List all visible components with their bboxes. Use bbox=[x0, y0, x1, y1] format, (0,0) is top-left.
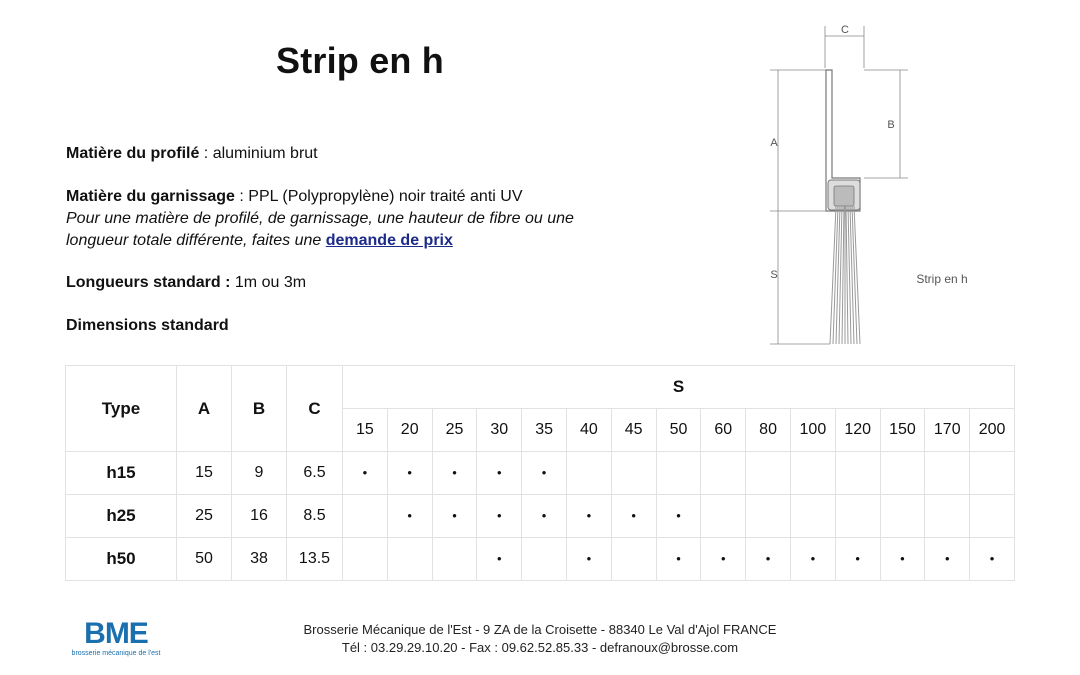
availability-cell bbox=[477, 495, 522, 538]
availability-cell bbox=[835, 452, 880, 495]
s-header-cell: 25 bbox=[432, 409, 477, 452]
header-type: Type bbox=[66, 366, 177, 452]
availability-dot: • bbox=[855, 551, 860, 566]
a-cell: 50 bbox=[177, 538, 232, 581]
availability-dot: • bbox=[631, 508, 636, 523]
availability-dot: • bbox=[452, 465, 457, 480]
availability-cell bbox=[611, 538, 656, 581]
dim-c-label: C bbox=[841, 24, 849, 36]
availability-dot: • bbox=[541, 508, 547, 523]
bme-logo bbox=[66, 615, 166, 659]
header-b: B bbox=[232, 366, 287, 452]
table-row bbox=[66, 538, 1015, 581]
availability-dot: • bbox=[720, 551, 726, 566]
s-header-cell: 45 bbox=[611, 409, 656, 452]
availability-cell bbox=[522, 495, 567, 538]
availability-cell bbox=[880, 538, 925, 581]
availability-cell bbox=[656, 495, 701, 538]
diagram-caption: Strip en h bbox=[916, 272, 968, 286]
availability-cell bbox=[880, 452, 925, 495]
s-header-cell: 60 bbox=[701, 409, 746, 452]
bristle-fill bbox=[830, 206, 860, 344]
table-row bbox=[66, 495, 1015, 538]
availability-cell bbox=[790, 452, 835, 495]
availability-cell bbox=[432, 452, 477, 495]
type-cell: h50 bbox=[66, 538, 177, 581]
availability-cell bbox=[746, 538, 791, 581]
availability-cell bbox=[566, 452, 611, 495]
availability-dot: • bbox=[497, 465, 502, 480]
standard-lengths bbox=[66, 272, 306, 294]
availability-cell bbox=[566, 538, 611, 581]
availability-dot: • bbox=[676, 551, 681, 566]
availability-cell bbox=[746, 452, 791, 495]
s-header-cell: 100 bbox=[790, 409, 835, 452]
a-cell: 15 bbox=[177, 452, 232, 495]
availability-cell bbox=[746, 495, 791, 538]
dim-a-label: A bbox=[770, 137, 778, 149]
standard-dimensions bbox=[66, 315, 229, 337]
availability-dot: • bbox=[497, 551, 502, 566]
availability-cell bbox=[925, 538, 970, 581]
availability-dot: • bbox=[452, 508, 457, 523]
header-s: S bbox=[343, 366, 1015, 409]
availability-cell bbox=[566, 495, 611, 538]
s-header-cell: 15 bbox=[343, 409, 388, 452]
availability-dot: • bbox=[586, 508, 592, 523]
availability-cell bbox=[656, 452, 701, 495]
dim-s-label: S bbox=[770, 269, 778, 281]
b-cell: 9 bbox=[232, 452, 287, 495]
availability-cell bbox=[432, 495, 477, 538]
availability-dot: • bbox=[541, 465, 547, 480]
availability-cell bbox=[701, 452, 746, 495]
availability-cell bbox=[970, 452, 1015, 495]
logo-text: BME bbox=[84, 617, 148, 650]
fill-material bbox=[66, 186, 574, 252]
footer-phone-email: Tél : 03.29.29.10.20 - Fax : 09.62.52.85.33 - defranoux@brosse.com bbox=[341, 640, 739, 655]
availability-cell bbox=[925, 495, 970, 538]
availability-cell bbox=[343, 538, 388, 581]
c-cell: 6.5 bbox=[287, 452, 343, 495]
availability-cell bbox=[387, 495, 432, 538]
availability-cell bbox=[835, 538, 880, 581]
c-cell: 13.5 bbox=[287, 538, 343, 581]
availability-dot: • bbox=[407, 465, 412, 480]
availability-cell bbox=[387, 538, 432, 581]
b-cell: 38 bbox=[232, 538, 287, 581]
dim-b-label: B bbox=[887, 119, 895, 131]
availability-cell bbox=[343, 495, 388, 538]
s-header-cell: 30 bbox=[477, 409, 522, 452]
availability-cell bbox=[880, 495, 925, 538]
availability-cell bbox=[522, 538, 567, 581]
availability-cell bbox=[611, 495, 656, 538]
profile-material bbox=[66, 143, 318, 165]
custom-note-line2: longueur totale différente, faites une bbox=[66, 232, 326, 249]
standard-lengths-value: 1m ou 3m bbox=[230, 274, 307, 291]
availability-cell bbox=[701, 495, 746, 538]
fill-material-label: Matière du garnissage bbox=[66, 188, 235, 205]
availability-cell bbox=[477, 452, 522, 495]
s-header-cell: 80 bbox=[746, 409, 791, 452]
availability-cell bbox=[343, 452, 388, 495]
availability-dot: • bbox=[407, 508, 412, 523]
c-cell: 8.5 bbox=[287, 495, 343, 538]
type-cell: h25 bbox=[66, 495, 177, 538]
availability-dot: • bbox=[586, 551, 592, 566]
availability-cell bbox=[387, 452, 432, 495]
availability-dot: • bbox=[989, 551, 995, 566]
availability-dot: • bbox=[497, 508, 502, 523]
availability-cell bbox=[835, 495, 880, 538]
availability-cell bbox=[477, 538, 522, 581]
profile-material-value: : aluminium brut bbox=[199, 145, 318, 162]
standard-dimensions-label: Dimensions standard bbox=[66, 317, 229, 334]
header-a: A bbox=[177, 366, 232, 452]
availability-cell bbox=[790, 495, 835, 538]
availability-cell bbox=[790, 538, 835, 581]
s-header-cell: 20 bbox=[387, 409, 432, 452]
s-header-cell: 150 bbox=[880, 409, 925, 452]
footer-contact bbox=[240, 621, 840, 657]
s-header-cell: 50 bbox=[656, 409, 701, 452]
availability-cell bbox=[701, 538, 746, 581]
custom-note-line1: Pour une matière de profilé, de garnissage, une hauteur de fibre ou une bbox=[66, 210, 574, 227]
type-cell: h15 bbox=[66, 452, 177, 495]
s-header-cell: 35 bbox=[522, 409, 567, 452]
availability-cell bbox=[432, 538, 477, 581]
availability-dot: • bbox=[362, 465, 368, 480]
s-header-cell: 170 bbox=[925, 409, 970, 452]
availability-dot: • bbox=[765, 551, 771, 566]
a-cell: 25 bbox=[177, 495, 232, 538]
availability-dot: • bbox=[676, 508, 681, 523]
availability-cell bbox=[611, 452, 656, 495]
s-header-cell: 40 bbox=[566, 409, 611, 452]
table-header-row bbox=[66, 366, 1015, 409]
standard-lengths-label: Longueurs standard : bbox=[66, 274, 231, 291]
availability-dot: • bbox=[944, 551, 950, 566]
page-title: Strip en h bbox=[275, 40, 444, 81]
table-row bbox=[66, 452, 1015, 495]
availability-cell bbox=[970, 538, 1015, 581]
availability-dot: • bbox=[810, 551, 816, 566]
s-header-cell: 120 bbox=[835, 409, 880, 452]
availability-dot: • bbox=[900, 551, 905, 566]
header-c: C bbox=[287, 366, 343, 452]
aluminium-profile bbox=[826, 70, 860, 211]
profile-material-label: Matière du profilé bbox=[66, 145, 200, 162]
strip-diagram bbox=[760, 18, 1020, 353]
quote-request-link[interactable]: demande de prix bbox=[325, 232, 453, 249]
availability-cell bbox=[970, 495, 1015, 538]
dimensions-table bbox=[65, 365, 1015, 581]
logo-tagline: brosserie mécanique de l'est bbox=[71, 650, 161, 657]
availability-cell bbox=[656, 538, 701, 581]
fill-material-value: : PPL (Polypropylène) noir traité anti UV bbox=[234, 188, 523, 205]
s-header-cell: 200 bbox=[970, 409, 1015, 452]
availability-cell bbox=[522, 452, 567, 495]
availability-cell bbox=[925, 452, 970, 495]
footer-address: Brosserie Mécanique de l'Est - 9 ZA de la Croisette - 88340 Le Val d'Ajol FRANCE bbox=[303, 622, 777, 637]
b-cell: 16 bbox=[232, 495, 287, 538]
